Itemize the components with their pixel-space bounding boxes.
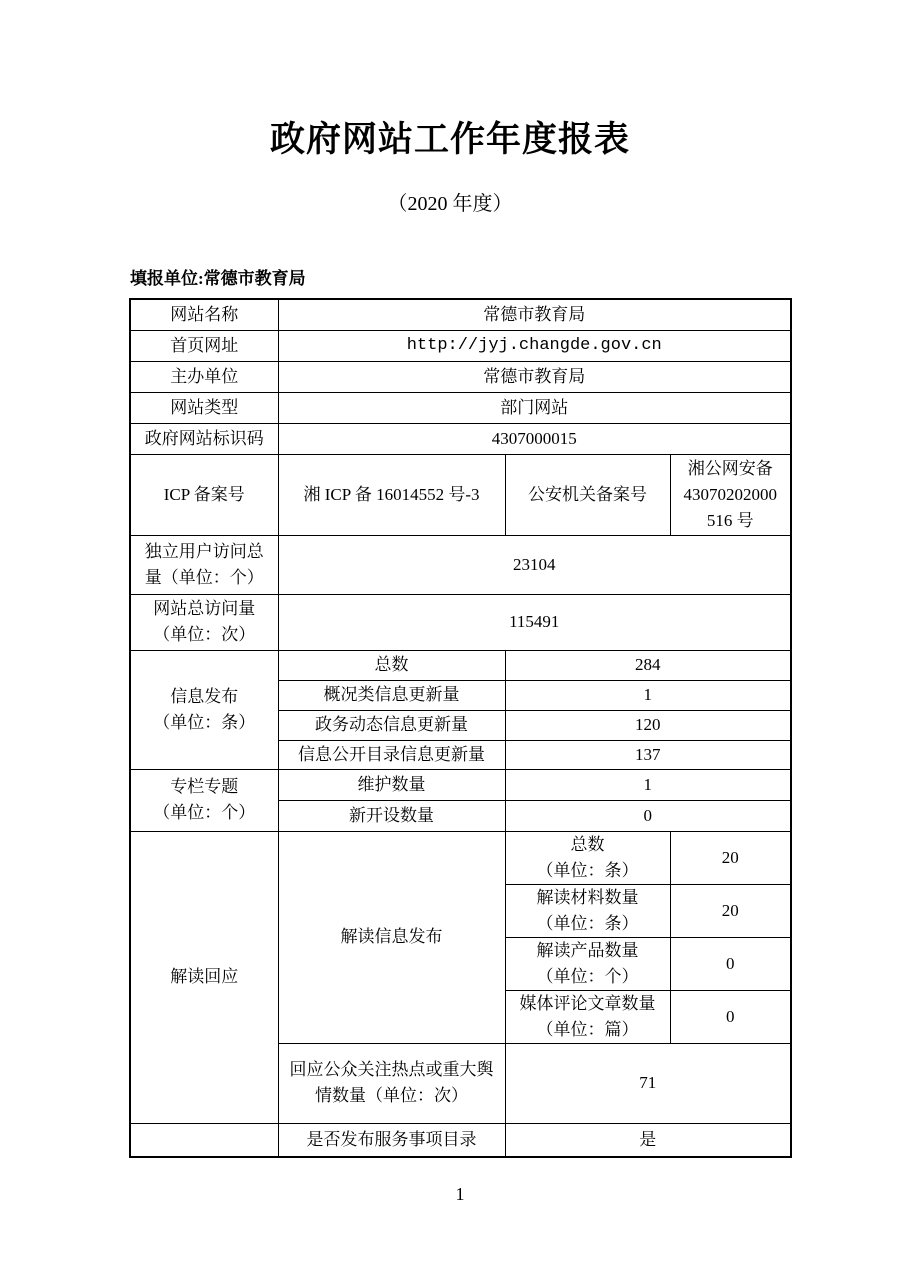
interpretation-item-label	[505, 831, 670, 884]
interpretation-item-unit: （单位：条）	[536, 913, 639, 933]
homepage-url: http://jyj.changde.gov.cn	[278, 330, 791, 361]
info-publish-item-value: 1	[505, 680, 791, 710]
table-row	[130, 535, 791, 594]
special-columns-group-label	[130, 769, 278, 831]
interpretation-item-title: 解读材料数量	[536, 887, 639, 907]
special-columns-item-label: 维护数量	[278, 769, 505, 800]
table-row	[130, 1123, 791, 1157]
annual-report-table	[129, 298, 792, 1158]
service-directory-label: 是否发布服务事项目录	[278, 1123, 505, 1157]
interpretation-publish-label: 解读信息发布	[278, 831, 505, 1043]
info-publish-group-label	[130, 650, 278, 769]
interpretation-item-value: 20	[670, 884, 791, 937]
page-subtitle: （2020 年度）	[387, 193, 513, 215]
interpretation-group-label: 解读回应	[130, 831, 278, 1123]
info-publish-item-value: 120	[505, 710, 791, 740]
filing-unit-line: 填报单位:常德市教育局	[130, 269, 306, 288]
interpretation-item-unit: （单位：篇）	[536, 1019, 639, 1039]
total-visits-value: 115491	[278, 594, 791, 650]
special-columns-item-value: 1	[505, 769, 791, 800]
icp-label: ICP 备案号	[130, 454, 278, 535]
unique-visitors-value: 23104	[278, 535, 791, 594]
table-row	[130, 423, 791, 454]
table-row	[130, 299, 791, 330]
hotspot-response-label: 回应公众关注热点或重大舆情数量（单位：次）	[278, 1043, 505, 1123]
site-name-label: 网站名称	[130, 299, 278, 330]
table-row	[130, 361, 791, 392]
police-filing-value: 湘公网安备 43070202000 516 号	[670, 454, 791, 535]
table-row	[130, 330, 791, 361]
site-type-value: 部门网站	[278, 392, 791, 423]
special-columns-item-value: 0	[505, 800, 791, 831]
info-publish-item-label: 政务动态信息更新量	[278, 710, 505, 740]
interpretation-item-value: 0	[670, 937, 791, 990]
icp-value: 湘 ICP 备 16014552 号-3	[278, 454, 505, 535]
table-row	[130, 454, 791, 535]
table-row	[130, 769, 791, 800]
info-publish-item-label: 总数	[278, 650, 505, 680]
interpretation-item-title: 总数	[570, 834, 605, 854]
total-visits-label: 网站总访问量（单位：次）	[130, 594, 278, 650]
table-row	[130, 831, 791, 884]
page-number: 1	[455, 1184, 465, 1204]
table-row	[130, 392, 791, 423]
hotspot-response-value: 71	[505, 1043, 791, 1123]
info-publish-item-value: 284	[505, 650, 791, 680]
unique-visitors-label: 独立用户访问总量（单位：个）	[130, 535, 278, 594]
homepage-label: 首页网址	[130, 330, 278, 361]
special-columns-group-unit: （单位：个）	[153, 803, 256, 822]
special-columns-item-label: 新开设数量	[278, 800, 505, 831]
sponsor-value: 常德市教育局	[278, 361, 791, 392]
interpretation-item-label	[505, 884, 670, 937]
site-name-value: 常德市教育局	[278, 299, 791, 330]
sponsor-label: 主办单位	[130, 361, 278, 392]
site-type-label: 网站类型	[130, 392, 278, 423]
special-columns-group-title: 专栏专题	[170, 777, 239, 796]
empty-cell	[130, 1123, 278, 1157]
site-code-label: 政府网站标识码	[130, 423, 278, 454]
interpretation-item-label	[505, 990, 670, 1043]
service-directory-value: 是	[505, 1123, 791, 1157]
info-publish-group-title: 信息发布	[170, 686, 239, 706]
info-publish-item-label: 信息公开目录信息更新量	[278, 740, 505, 769]
interpretation-item-title: 解读产品数量	[536, 940, 639, 960]
site-code-value: 4307000015	[278, 423, 791, 454]
table-row	[130, 650, 791, 680]
interpretation-item-unit: （单位：条）	[536, 860, 639, 880]
interpretation-item-label	[505, 937, 670, 990]
interpretation-item-value: 0	[670, 990, 791, 1043]
interpretation-item-value: 20	[670, 831, 791, 884]
info-publish-item-label: 概况类信息更新量	[278, 680, 505, 710]
info-publish-group-unit: （单位：条）	[153, 712, 256, 732]
interpretation-item-unit: （单位：个）	[536, 966, 639, 986]
page-title: 政府网站工作年度报表	[269, 120, 630, 159]
police-filing-label: 公安机关备案号	[505, 454, 670, 535]
interpretation-item-title: 媒体评论文章数量	[519, 993, 656, 1013]
info-publish-item-value: 137	[505, 740, 791, 769]
table-row	[130, 594, 791, 650]
